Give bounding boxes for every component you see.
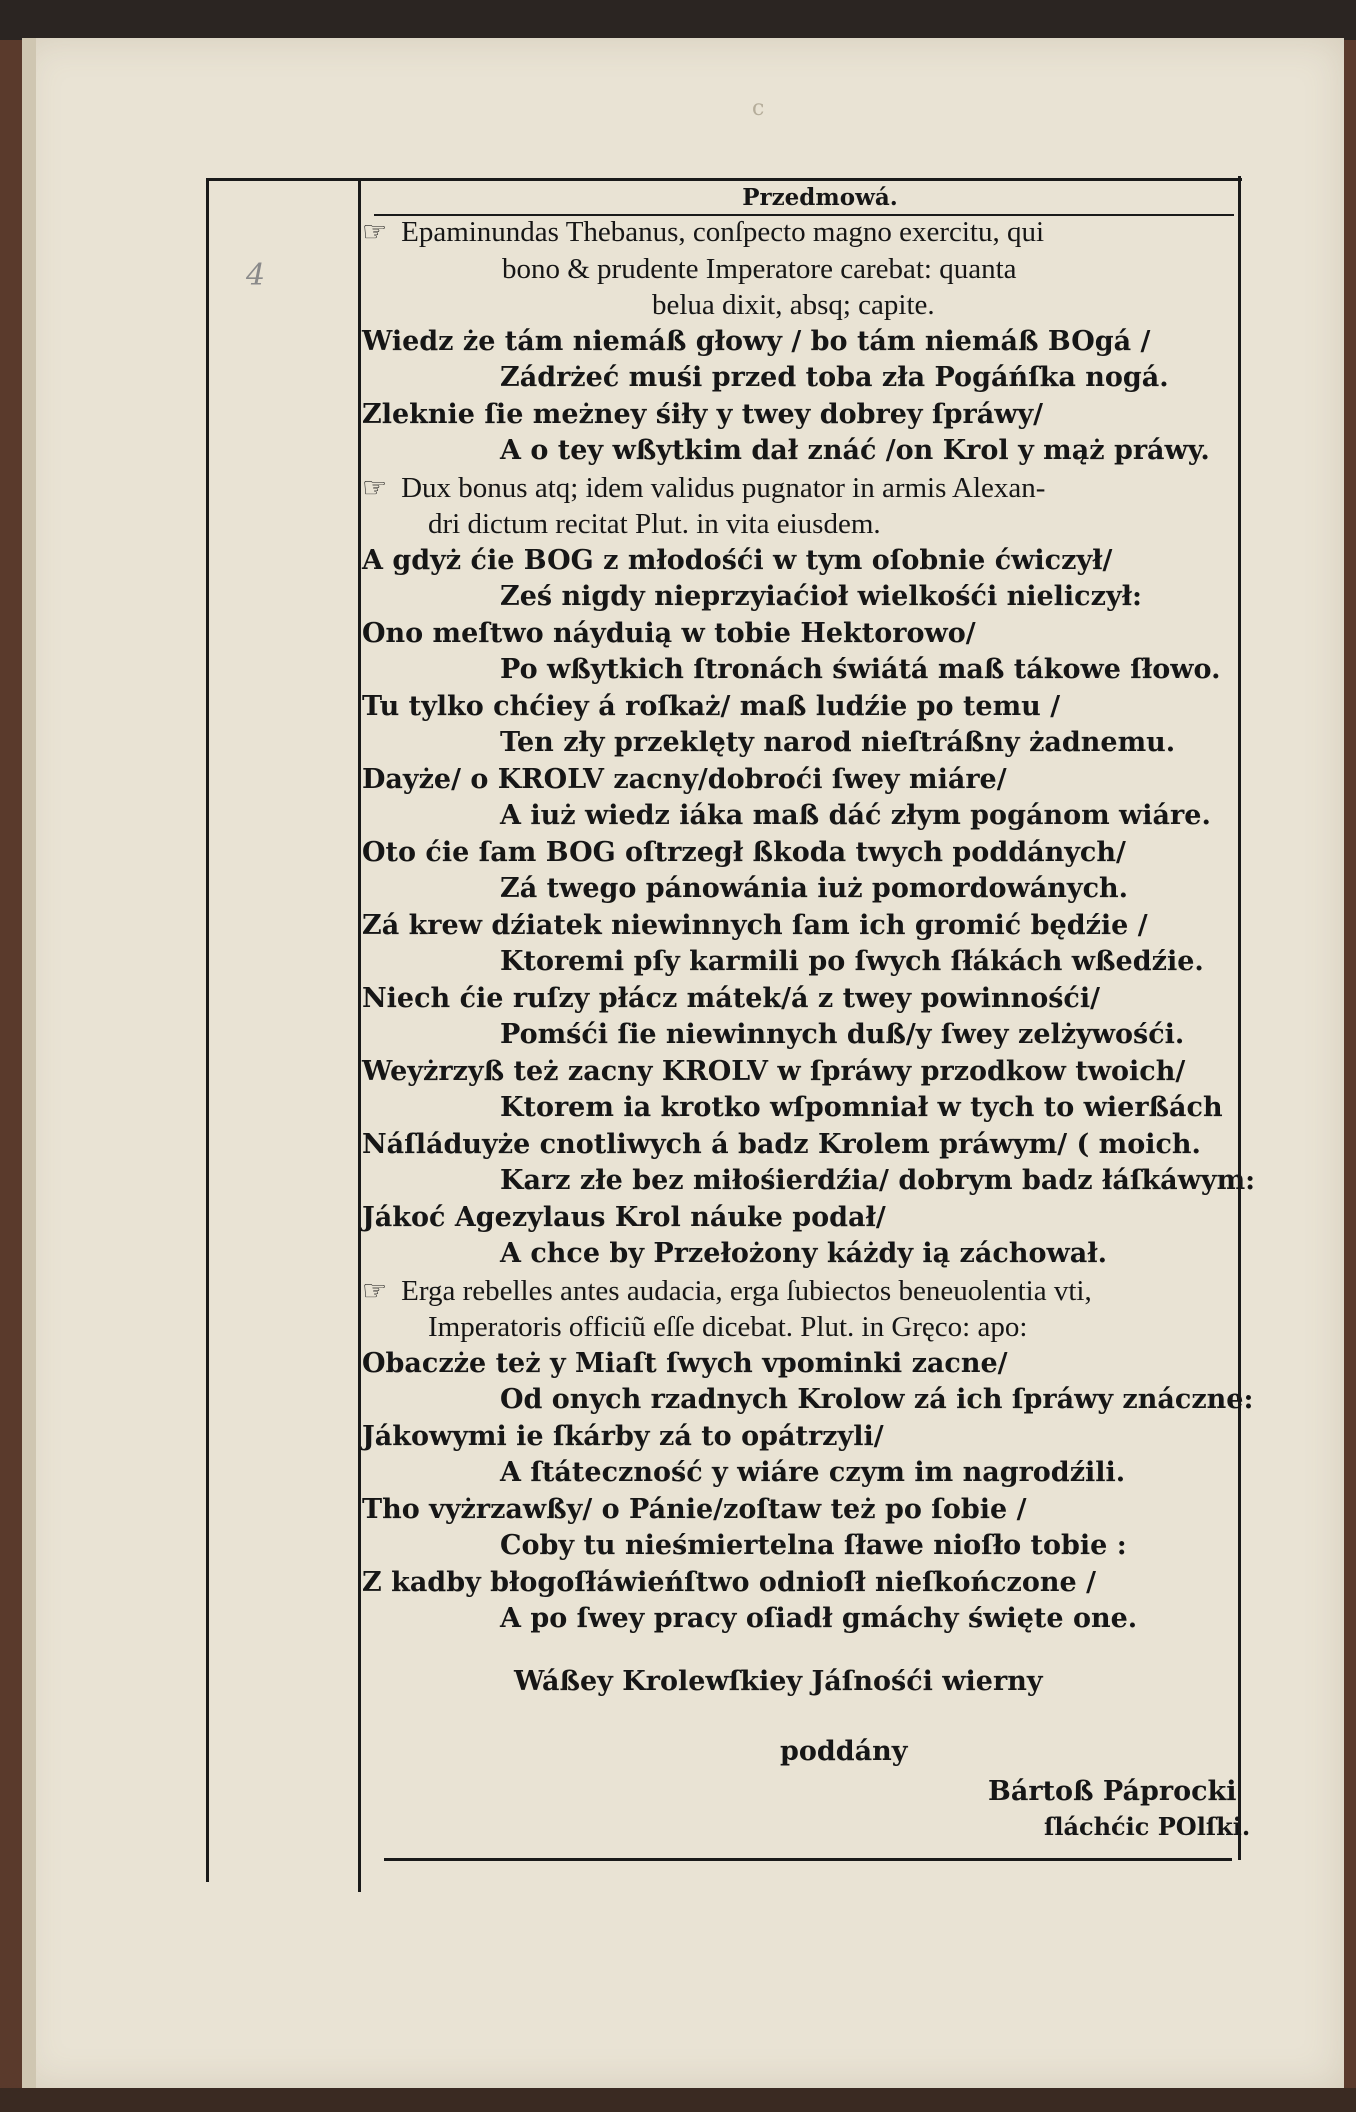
line-text: Karz złe bez miłośierdźia/ dobrym badz łáſkáwym: <box>500 1165 1256 1196</box>
text-line <box>362 214 1232 251</box>
text-line <box>362 835 1232 872</box>
text-line <box>362 324 1232 361</box>
text-line <box>362 1163 1256 1200</box>
text-line <box>362 1382 1254 1419</box>
text-line <box>362 1346 1232 1383</box>
line-text: belua dixit, absq; capite. <box>652 289 935 321</box>
text-line <box>362 1601 1232 1638</box>
line-text: Erga rebelles antes audacia, erga ſubiectos beneuolentia vti, <box>401 1274 1092 1307</box>
text-line <box>362 871 1232 908</box>
poem-text-block <box>362 214 1256 1638</box>
text-line <box>362 689 1232 726</box>
top-rule <box>206 178 1242 181</box>
text-line <box>362 470 1232 507</box>
text-line <box>362 1236 1232 1273</box>
line-text: Imperatoris officiũ eſſe dicebat. Plut. in Gręco: apo: <box>428 1311 1028 1343</box>
text-line <box>362 1419 1232 1456</box>
line-text: Tho vyżrzawßy/ o Pánie/zoſtaw też po ſobie / <box>362 1493 1027 1525</box>
line-text: A ſtáteczność y wiáre czym im nagrodźili. <box>500 1457 1126 1488</box>
text-line <box>362 543 1232 580</box>
line-text: Wiedz że tám niemáß głowy / bo tám niemáß BOgá / <box>362 325 1151 357</box>
line-text: A iuż wiedz iáka maß dáć złym pogánom wiáre. <box>500 800 1211 831</box>
bottom-rule <box>384 1858 1232 1861</box>
signoff-subject: poddány <box>780 1736 908 1767</box>
text-line <box>362 908 1232 945</box>
line-text: Coby tu nieśmiertelna ſławe nioſło tobie : <box>500 1530 1127 1561</box>
line-text: Zádrżeć muśi przed toba zła Pogáńſka nogá. <box>500 362 1169 393</box>
text-line <box>362 981 1232 1018</box>
line-text: Epaminundas Thebanus, conſpecto magno exercitu, qui <box>401 216 1045 248</box>
line-text: dri dictum recitat Plut. in vita eiusdem. <box>428 508 881 540</box>
text-line <box>362 1273 1232 1310</box>
pointing-hand-icon: ☞ <box>362 1275 388 1307</box>
line-text: Pomśći ſie niewinnych duß/y ſwey zelżywośći. <box>500 1019 1185 1050</box>
line-text: Dayże/ o KROLV zacny/dobroći ſwey miáre/ <box>362 763 1007 795</box>
line-text: Ktoremi pſy karmili po ſwych ſłákách wßedźie. <box>500 946 1204 977</box>
text-line <box>362 1528 1232 1565</box>
line-text: Jákoć Agezylaus Krol náuke podał/ <box>362 1201 886 1233</box>
text-line <box>362 1565 1232 1602</box>
line-text: Oto ćie ſam BOG oſtrzegł ßkoda twych poddánych/ <box>362 836 1126 868</box>
text-line <box>362 506 1232 543</box>
line-text: Od onych rzadnych Krolow zá ich ſpráwy znáczne: <box>500 1384 1254 1415</box>
line-text: Weyżrzyß też zacny KROLV w ſpráwy przodkow twoich/ <box>362 1055 1186 1087</box>
handwritten-page-number: 4 <box>246 258 266 293</box>
line-text: Zá twego pánowánia iuż pomordowánych. <box>500 873 1129 904</box>
inner-left-rule <box>358 180 361 1892</box>
right-rule <box>1238 176 1241 1860</box>
text-line <box>362 1492 1232 1529</box>
line-text: Ten zły przeklęty narod nieſtráßny żadnemu. <box>500 727 1176 758</box>
text-line <box>362 579 1232 616</box>
text-line <box>362 762 1232 799</box>
text-line <box>362 1017 1232 1054</box>
text-line <box>362 1309 1232 1346</box>
signoff-title: ſláchćic POlſki. <box>1044 1812 1251 1841</box>
line-text: Zá krew dźiatek niewinnych ſam ich gromić będźie / <box>362 909 1148 941</box>
line-text: Ono meſtwo náyduią w tobie Hektorowo/ <box>362 617 976 649</box>
line-text: bono & prudente Imperatore carebat: quanta <box>502 252 1017 285</box>
outer-left-rule <box>206 178 209 1882</box>
text-line <box>362 798 1232 835</box>
line-text: Zleknie ſie meżney śiły y twey dobrey ſpráwy/ <box>362 398 1044 430</box>
text-line <box>362 433 1232 470</box>
text-line <box>362 397 1232 434</box>
line-text: Tu tylko chćiey á roſkaż/ maß ludźie po temu / <box>362 690 1061 722</box>
text-line <box>362 287 1232 324</box>
running-header: Przedmowá. <box>742 184 898 211</box>
pointing-hand-icon: ☞ <box>362 217 388 248</box>
book-binding-top <box>0 0 1356 40</box>
text-line <box>362 251 1232 288</box>
text-line <box>362 944 1232 981</box>
signoff-dedication: Wáßey Krolewſkiey Jáſnośći wierny <box>514 1666 1043 1697</box>
line-text: Niech ćie ruſzy płácz mátek/á z twey powinnośći/ <box>362 982 1100 1014</box>
text-line <box>362 1455 1232 1492</box>
line-text: Náſláduyże cnotliwych á badz Krolem práwym/ ( moich. <box>362 1128 1201 1160</box>
page-stack-edge <box>22 38 36 2088</box>
text-line <box>362 652 1232 689</box>
line-text: Z kadby błogoſłáwieńſtwo odnioſł nieſkończone / <box>362 1566 1096 1598</box>
text-line <box>362 1127 1232 1164</box>
text-line <box>362 725 1232 762</box>
book-binding-bottom <box>0 2088 1356 2112</box>
line-text: Ześ nigdy nieprzyiaćioł wielkośći nieliczył: <box>500 581 1143 612</box>
text-line <box>362 616 1232 653</box>
line-text: A po ſwey pracy oſiadł gmáchy święte one. <box>500 1603 1138 1634</box>
ink-smudge: c <box>752 96 765 121</box>
line-text: Dux bonus atq; idem validus pugnator in armis Alexan- <box>401 471 1046 504</box>
line-text: Ktorem ia krotko wſpomniał w tych to wierßách <box>500 1092 1223 1123</box>
signoff-name: Bártoß Páprocki <box>988 1776 1237 1807</box>
line-text: A o tey wßytkim dał znáć /on Krol y mąż práwy. <box>500 435 1210 466</box>
text-line <box>362 1090 1232 1127</box>
pointing-hand-icon: ☞ <box>362 472 388 504</box>
line-text: Obaczże też y Miaſt ſwych vpominki zacne/ <box>362 1347 1008 1379</box>
text-line <box>362 1054 1232 1091</box>
line-text: A gdyż ćie BOG z młodośći w tym oſobnie ćwiczył/ <box>362 544 1113 576</box>
text-line <box>362 1200 1232 1237</box>
line-text: Po wßytkich ſtronách świátá maß tákowe ſłowo. <box>500 654 1221 685</box>
line-text: A chce by Przełożony káżdy ią záchował. <box>500 1238 1107 1269</box>
text-line <box>362 360 1232 397</box>
line-text: Jákowymi ie ſkárby zá to opátrzyli/ <box>362 1420 884 1452</box>
